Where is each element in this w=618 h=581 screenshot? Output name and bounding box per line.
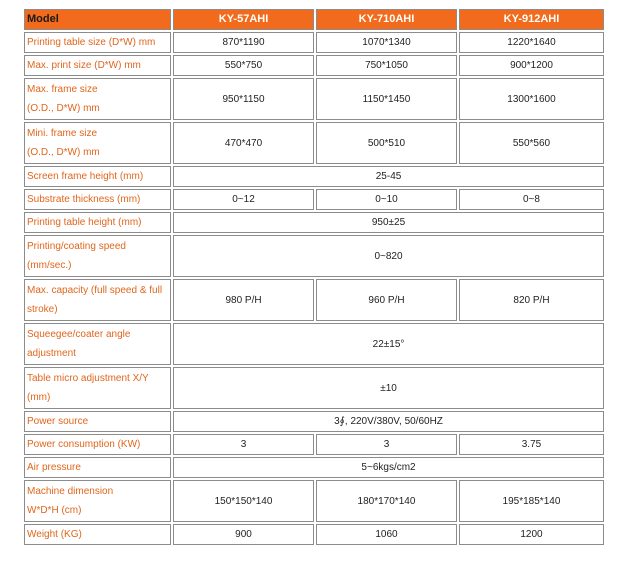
row-label-line: Printing/coating speed [27,241,126,252]
spec-table [22,7,606,547]
header-model-label: Model [24,9,171,30]
row-value-model-3: 3.75 [459,434,604,455]
table-row [24,212,604,233]
row-label [24,55,171,76]
row-label [24,166,171,187]
header-model-2: KY-710AHI [316,9,457,30]
row-label [24,122,171,164]
row-value-model-2: 3 [316,434,457,455]
table-row [24,524,604,545]
row-label-line: Screen frame height (mm) [27,171,144,182]
row-value-model-1: 470*470 [173,122,314,164]
row-value-all-models: 950±25 [173,212,604,233]
row-value-model-2: 1060 [316,524,457,545]
row-label [24,367,171,409]
row-label [24,411,171,432]
row-value-all-models: 5~6kgs/cm2 [173,457,604,478]
row-value-model-1: 900 [173,524,314,545]
row-label-line: Power consumption (KW) [27,439,141,450]
row-label-line: adjustment [27,348,76,359]
row-label-line: Weight (KG) [27,529,82,540]
row-value-model-1: 950*1150 [173,78,314,120]
row-value-model-2: 180*170*140 [316,480,457,522]
row-label [24,189,171,210]
table-row [24,323,604,365]
table-row [24,480,604,522]
table-row [24,32,604,53]
row-value-model-3: 1220*1640 [459,32,604,53]
row-value-all-models: 3∮, 220V/380V, 50/60HZ [173,411,604,432]
row-value-model-3: 0~8 [459,189,604,210]
row-label [24,480,171,522]
table-row [24,235,604,277]
header-model-3: KY-912AHI [459,9,604,30]
row-label-line: (O.D., D*W) mm [27,103,100,114]
row-label-line: stroke) [27,304,58,315]
row-label [24,524,171,545]
row-value-model-3: 900*1200 [459,55,604,76]
row-value-model-1: 550*750 [173,55,314,76]
row-label-line: (O.D., D*W) mm [27,147,100,158]
table-row [24,411,604,432]
row-value-model-2: 0~10 [316,189,457,210]
row-value-model-2: 1150*1450 [316,78,457,120]
row-value-model-2: 750*1050 [316,55,457,76]
table-row [24,189,604,210]
row-label-line: (mm/sec.) [27,260,72,271]
table-row [24,457,604,478]
row-label-line: Mini. frame size [27,128,98,139]
row-value-model-1: 870*1190 [173,32,314,53]
row-label-line: Power source [27,416,89,427]
spec-table-body [24,32,604,545]
row-value-all-models: 25-45 [173,166,604,187]
header-row [24,9,604,30]
row-value-model-2: 1070*1340 [316,32,457,53]
row-label [24,323,171,365]
table-row [24,78,604,120]
row-label-line: Air pressure [27,462,81,473]
row-label-line: Machine dimension [27,486,114,497]
row-value-model-1: 0~12 [173,189,314,210]
row-label-line: Printing table height (mm) [27,217,142,228]
table-row [24,279,604,321]
row-label-line: W*D*H (cm) [27,505,82,516]
row-label [24,235,171,277]
row-label-line: Table micro adjustment X/Y [27,373,149,384]
row-value-model-1: 150*150*140 [173,480,314,522]
row-label [24,32,171,53]
row-label-line: Max. print size (D*W) mm [27,60,141,71]
row-value-model-2: 500*510 [316,122,457,164]
row-value-model-3: 1200 [459,524,604,545]
row-value-model-2: 960 P/H [316,279,457,321]
spec-table-container [22,7,606,547]
table-row [24,434,604,455]
row-value-model-3: 820 P/H [459,279,604,321]
row-value-model-3: 1300*1600 [459,78,604,120]
row-label [24,434,171,455]
table-row [24,166,604,187]
row-value-model-3: 550*560 [459,122,604,164]
row-label-line: Squeegee/coater angle [27,329,131,340]
row-label [24,212,171,233]
row-label [24,279,171,321]
row-label-line: Max. capacity (full speed & full [27,285,163,296]
header-model-1: KY-57AHI [173,9,314,30]
row-value-model-1: 980 P/H [173,279,314,321]
row-label-line: Max. frame size [27,84,98,95]
row-value-all-models: 0~820 [173,235,604,277]
table-row [24,367,604,409]
table-row [24,122,604,164]
row-value-all-models: 22±15° [173,323,604,365]
row-label [24,78,171,120]
row-value-model-1: 3 [173,434,314,455]
row-label-line: Printing table size (D*W) mm [27,37,156,48]
row-label-line: (mm) [27,392,51,403]
table-row [24,55,604,76]
row-label [24,457,171,478]
row-value-all-models: ±10 [173,367,604,409]
row-value-model-3: 195*185*140 [459,480,604,522]
row-label-line: Substrate thickness (mm) [27,194,141,205]
